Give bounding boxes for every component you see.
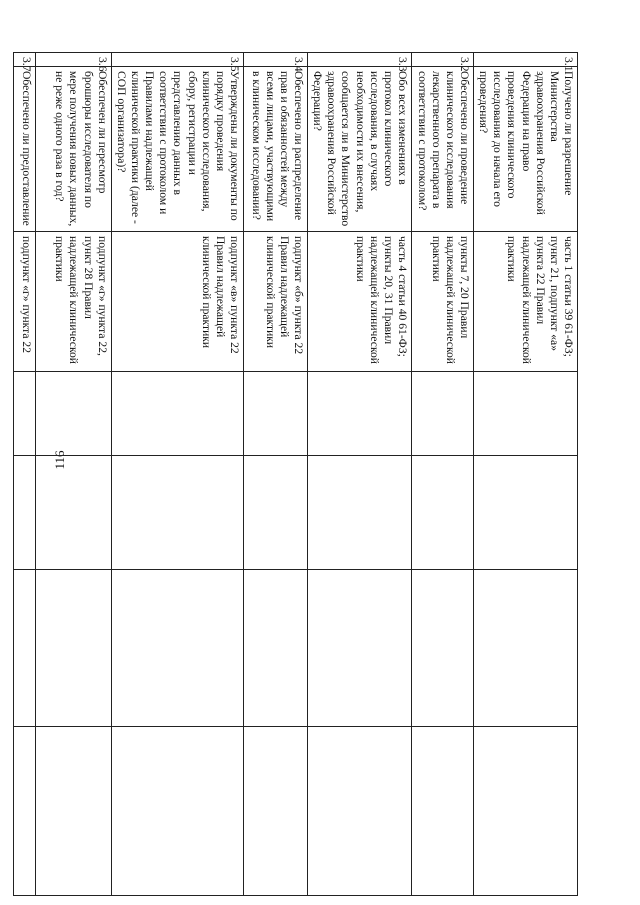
row-number: 3.1 — [474, 53, 578, 67]
empty-cell — [412, 570, 474, 727]
table-row — [308, 53, 412, 896]
empty-cell — [244, 727, 308, 896]
empty-cell — [111, 727, 243, 896]
page-number: 116 — [52, 450, 67, 470]
empty-cell — [474, 570, 578, 727]
question-cell: Получено ли разрешение Министерства здравоохранения Российской Федерации на право проведения клинического исследования до начала его проведения? — [474, 67, 578, 232]
table-row — [474, 53, 578, 896]
empty-cell — [244, 456, 308, 570]
empty-cell — [412, 456, 474, 570]
table-row — [35, 53, 111, 896]
reference-cell: пункты 7, 20 Правил надлежащей клинической практики — [412, 232, 474, 372]
empty-cell — [35, 456, 111, 570]
empty-cell — [308, 727, 412, 896]
empty-cell — [474, 456, 578, 570]
empty-cell — [111, 570, 243, 727]
empty-cell — [308, 372, 412, 456]
table-row — [244, 53, 308, 896]
reference-cell: часть 1 статьи 39 61-ФЗ; пункт 21, подпункт «а» пункта 22 Правил надлежащей клинической практики — [474, 232, 578, 372]
empty-cell — [474, 372, 578, 456]
empty-cell — [308, 570, 412, 727]
question-cell: Утверждены ли документы по порядку проведения клинического исследования, сбору, регистрации и представлению данных в соответствии с протоколом и Правилами надлежащей клинической практики (далее - СОП организатора)? — [111, 67, 243, 232]
table-row — [412, 53, 474, 896]
empty-cell — [474, 727, 578, 896]
empty-cell — [111, 372, 243, 456]
empty-cell — [13, 372, 35, 456]
empty-cell — [13, 727, 35, 896]
question-cell: Обеспечено ли проведение клинического исследования лекарственного препарата в соответствии с протоколом? — [412, 67, 474, 232]
question-cell: Обеспечено ли предоставление — [13, 67, 35, 232]
reference-cell: подпункт «г» пункта 22, пункт 28 Правил надлежащей клинической практики — [35, 232, 111, 372]
table-row — [111, 53, 243, 896]
question-cell: Обеспечено ли распределение прав и обязанностей между всеми лицами, участвующими в клиническом исследовании? — [244, 67, 308, 232]
empty-cell — [35, 727, 111, 896]
reference-cell: подпункт «г» пункта 22 — [13, 232, 35, 372]
empty-cell — [412, 372, 474, 456]
empty-cell — [111, 456, 243, 570]
row-number: 3.3 — [308, 53, 412, 67]
empty-cell — [35, 570, 111, 727]
empty-cell — [308, 456, 412, 570]
row-number: 3.2 — [412, 53, 474, 67]
checklist-table — [13, 52, 578, 896]
reference-cell: подпункт «в» пункта 22 Правил надлежащей клинической практики — [111, 232, 243, 372]
row-number: 3.6 — [35, 53, 111, 67]
reference-cell: подпункт «б» пункта 22 Правил надлежащей клинической практики — [244, 232, 308, 372]
row-number: 3.5 — [111, 53, 243, 67]
empty-cell — [412, 727, 474, 896]
question-cell: Обо всех изменениях в протокол клинического исследования, в случаях необходимости их внесения, сообщается ли в Министерство здравоохранения Российской Федерации? — [308, 67, 412, 232]
question-cell: Обеспечен ли пересмотр брошюры исследователя по мере получения новых данных, не реже одного раза в год? — [35, 67, 111, 232]
empty-cell — [244, 570, 308, 727]
empty-cell — [13, 456, 35, 570]
empty-cell — [13, 570, 35, 727]
table-row — [13, 53, 35, 896]
row-number: 3.7 — [13, 53, 35, 67]
reference-cell: часть 4 статьи 40 61-ФЗ; пункты 20, 31 Правил надлежащей клинической практики — [308, 232, 412, 372]
empty-cell — [244, 372, 308, 456]
empty-cell — [35, 372, 111, 456]
row-number: 3.4 — [244, 53, 308, 67]
